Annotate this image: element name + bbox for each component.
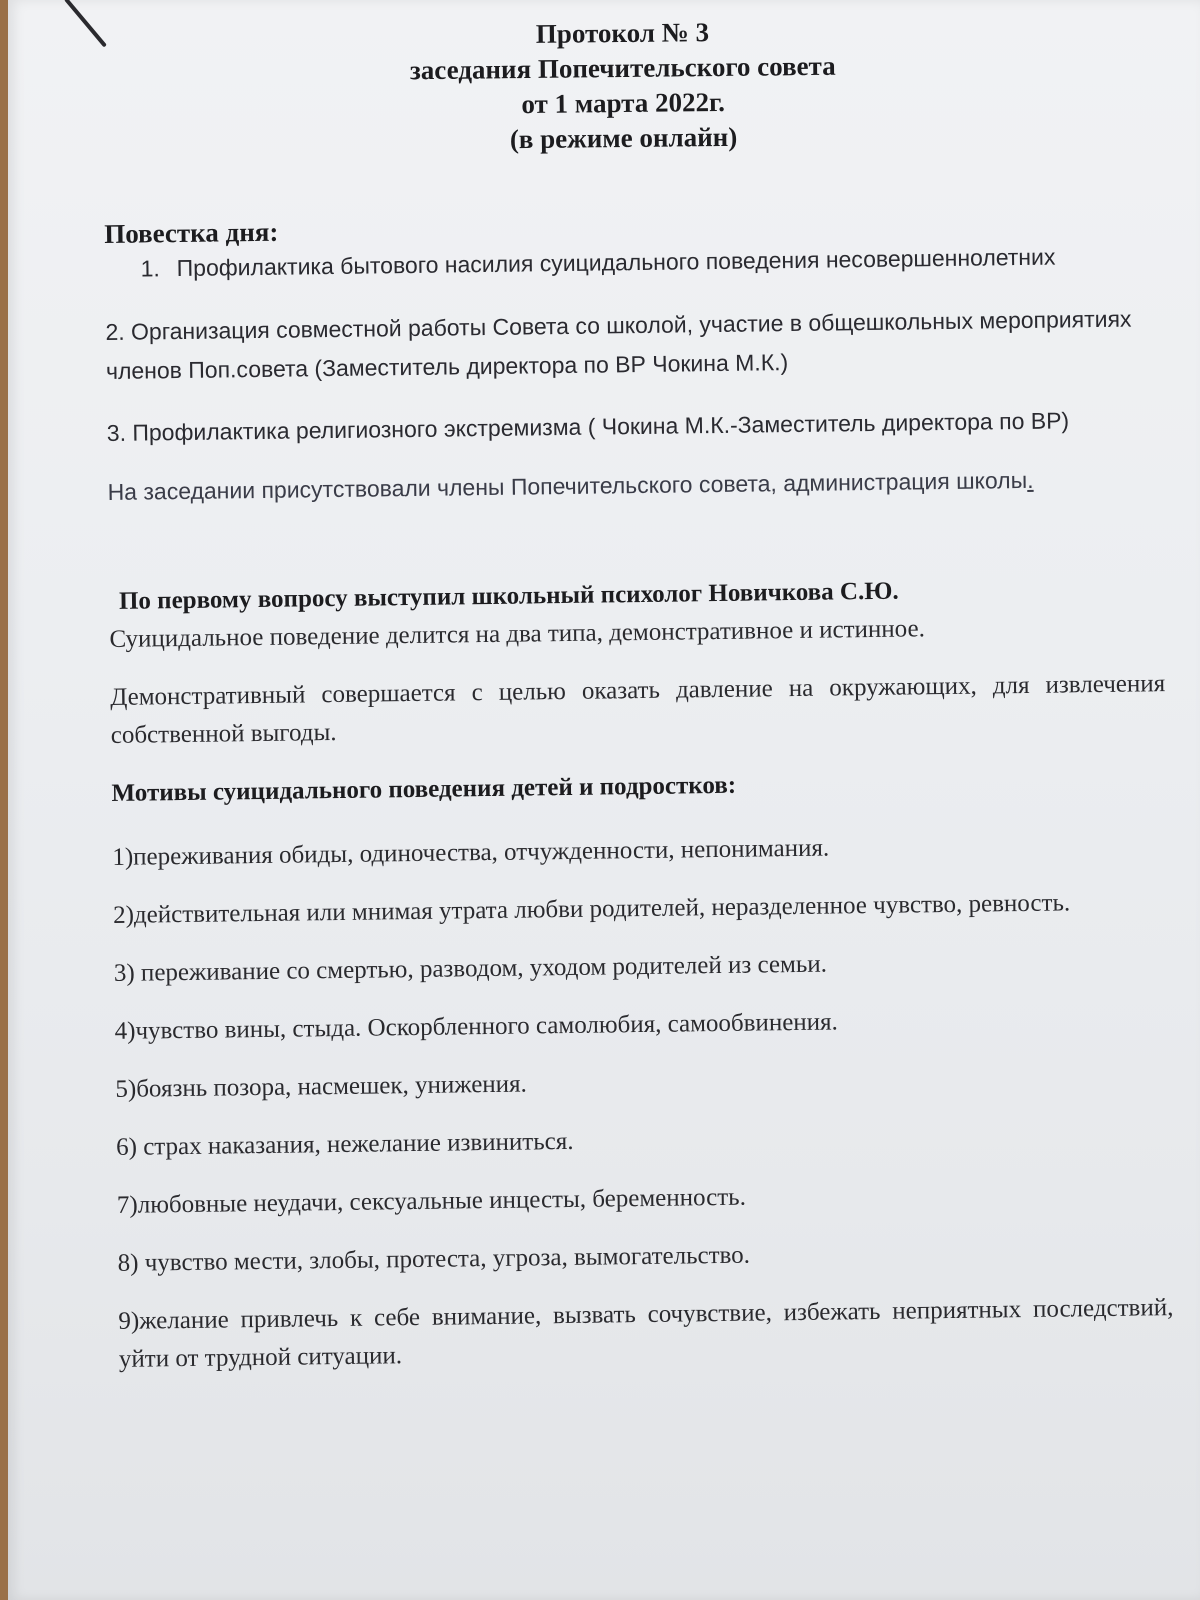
- motive-item: 6) страх наказания, нежелание извиниться.: [115, 1127, 574, 1161]
- document-page: [8, 0, 1200, 1600]
- attendance-end-mark: .: [1026, 466, 1034, 493]
- agenda-item-2: 2. Организация совместной работы Совета со школой, участие в общешкольных мероприятиях членов Поп.совета (Заместитель директора по ВР Чокина М.К.): [105, 305, 1132, 384]
- attendance-text: На заседании присутствовали члены Попечительского совета, администрация школы: [107, 466, 1028, 505]
- meeting-mode: (в режиме онлайн): [509, 121, 738, 155]
- agenda-item-3: 3. Профилактика религиозного экстремизма ( Чокина М.К.-Заместитель директора по ВР): [106, 407, 1070, 446]
- motive-item: 4)чувство вины, стыда. Оскорбленного самолюбия, самообвинения.: [114, 1008, 838, 1045]
- section-1-paragraph-2: Демонстративный совершается с целью оказать давление на окружающих, для извлечения собственной выгоды.: [110, 670, 1166, 749]
- agenda-item-1-number: 1.: [140, 255, 161, 282]
- motive-item: 3) переживание со смертью, разводом, уходом родителей из семьи.: [113, 950, 828, 987]
- document-body: [104, 204, 1174, 1379]
- section-1-paragraph-1: Суицидальное поведение делится на два типа, демонстративное и истинное.: [109, 615, 926, 653]
- motive-item: 9)желание привлечь к себе внимание, вызвать сочувствие, избежать неприятных последствий, уйти от трудной ситуации.: [118, 1294, 1174, 1373]
- motive-item: 8) чувство мести, злобы, протеста, угроза, вымогательство.: [117, 1241, 751, 1277]
- meeting-title: заседания Попечительского совета: [409, 50, 836, 86]
- section-1-heading: По первому вопросу выступил школьный психолог Новичкова С.Ю.: [118, 577, 899, 615]
- motives-title: Мотивы суицидального поведения детей и подростков:: [111, 771, 737, 807]
- meeting-date: от 1 марта 2022г.: [521, 86, 726, 120]
- attendance-note: [107, 462, 1162, 509]
- motive-item: 1)переживания обиды, одиночества, отчужденности, непонимания.: [112, 834, 830, 871]
- document-header: [8, 10, 1200, 163]
- agenda-title: Повестка дня:: [104, 216, 279, 249]
- protocol-number: Протокол № 3: [535, 17, 710, 49]
- motive-item: 5)боязнь позора, насмешек, унижения.: [115, 1070, 528, 1103]
- motive-item: 7)любовные неудачи, сексуальные инцесты, беременность.: [116, 1183, 747, 1219]
- agenda-item-1-text: Профилактика бытового насилия суицидального поведения несовершеннолетних: [176, 243, 1056, 282]
- motive-item: 2)действительная или мнимая утрата любви родителей, неразделенное чувство, ревность.: [112, 889, 1071, 929]
